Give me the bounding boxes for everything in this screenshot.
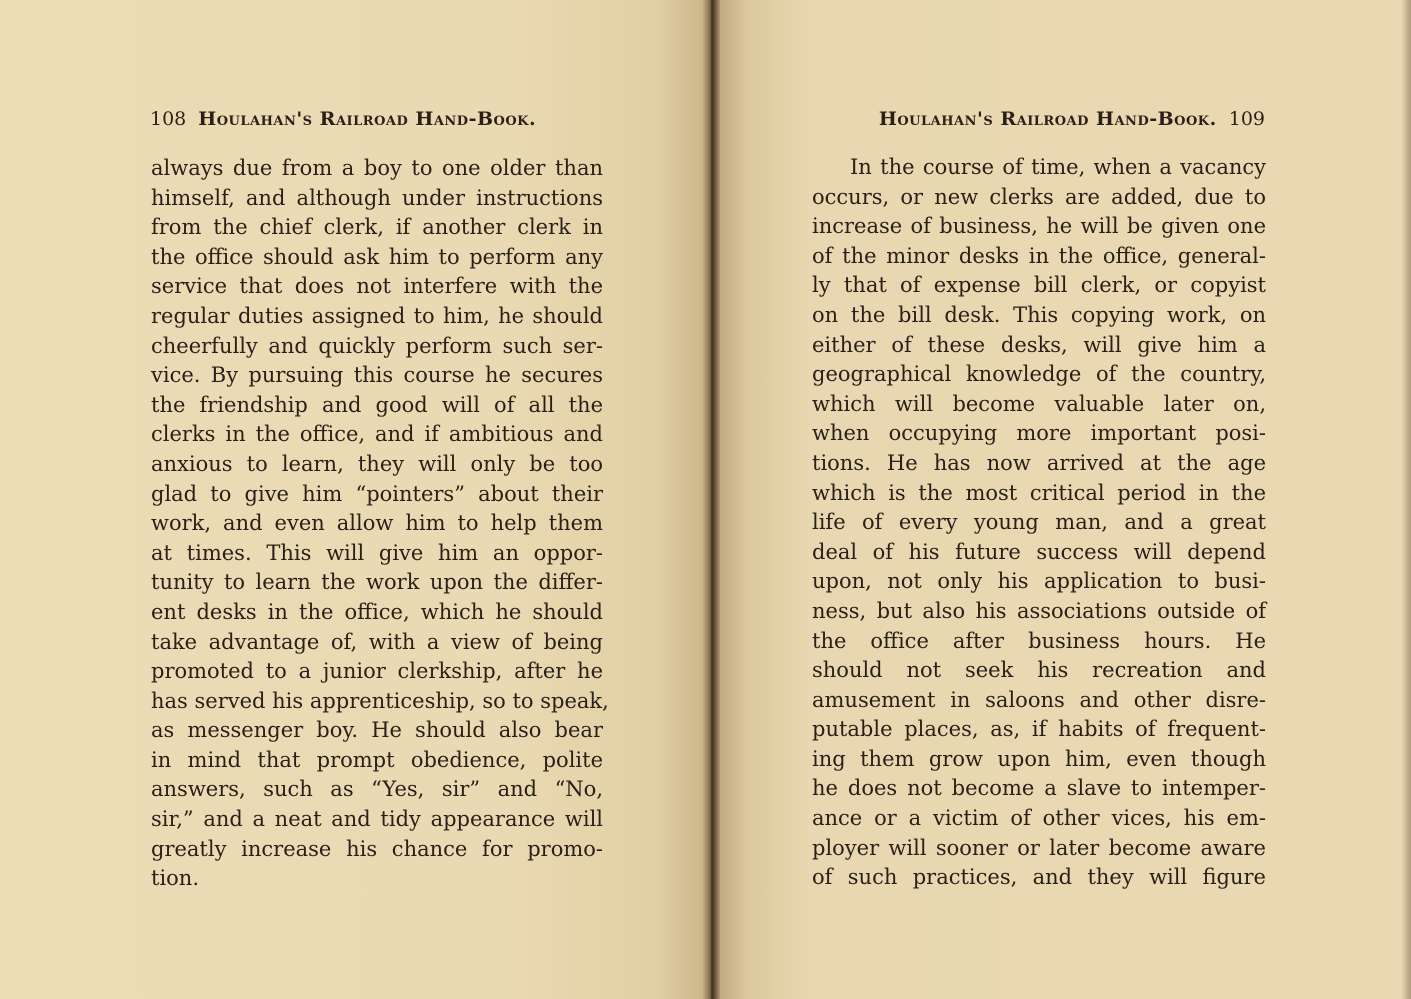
right-running-title: Houlahan's Railroad Hand-Book. <box>878 108 1217 130</box>
text-line: always due from a boy to one older than <box>151 156 603 180</box>
text-line: geographical knowledge of the country, <box>812 362 1266 387</box>
text-line: when occupying more important posi- <box>812 421 1266 446</box>
text-line: putable places, as, if habits of frequent- <box>812 717 1266 742</box>
text-line: vice. By pursuing this course he secures <box>151 363 603 388</box>
text-line: from the chief clerk, if another clerk in <box>151 215 603 240</box>
text-line: sir,” and a neat and tidy appearance will <box>151 807 603 832</box>
text-line: ly that of expense bill clerk, or copyist <box>812 273 1266 298</box>
text-line: upon, not only his application to busi- <box>812 569 1266 594</box>
text-line: of such practices, and they will figure <box>812 865 1266 890</box>
text-line: work, and even allow him to help them <box>151 511 603 536</box>
text-line: which will become valuable later on, <box>812 391 1266 416</box>
right-page-body <box>812 153 1266 893</box>
text-line: life of every young man, and a great <box>812 510 1266 535</box>
text-line: should not seek his recreation and <box>812 658 1266 683</box>
left-page-body <box>151 154 609 894</box>
text-line: clerks in the office, and if ambitious and <box>151 422 603 447</box>
text-line: the office after business hours. He <box>812 628 1266 653</box>
text-line: amusement in saloons and other disre- <box>812 687 1266 712</box>
book-gutter <box>702 0 720 999</box>
text-line: tion. <box>151 866 199 891</box>
text-line: ployer will sooner or later become aware <box>812 835 1266 860</box>
text-line: greatly increase his chance for promo- <box>151 836 603 861</box>
text-line: ance or a victim of other vices, his em- <box>812 806 1266 831</box>
text-line: ing them grow upon him, even though <box>812 746 1266 771</box>
text-line: he does not become a slave to intemper- <box>812 776 1266 801</box>
text-line: of the minor desks in the office, general- <box>812 243 1266 268</box>
text-line: deal of his future success will depend <box>812 539 1266 564</box>
text-line: anxious to learn, they will only be too <box>151 451 603 476</box>
text-line: as messenger boy. He should also bear <box>151 718 603 743</box>
text-line: glad to give him “pointers” about their <box>151 481 603 506</box>
text-line: increase of business, he will be given one <box>812 214 1266 239</box>
text-line: cheerfully and quickly perform such ser- <box>151 333 603 358</box>
left-page-number: 108 <box>150 108 187 130</box>
text-line: occurs, or new clerks are added, due to <box>812 184 1266 209</box>
text-line: tunity to learn the work upon the differ- <box>151 570 603 595</box>
text-line: has served his apprenticeship, so to speak, <box>151 688 609 713</box>
text-line: regular duties assigned to him, he should <box>151 303 603 328</box>
text-line: in mind that prompt obedience, polite <box>151 747 603 772</box>
text-line: take advantage of, with a view of being <box>151 629 603 654</box>
text-line: the office should ask him to perform any <box>151 244 603 269</box>
text-line: tions. He has now arrived at the age <box>812 450 1266 475</box>
text-line: the friendship and good will of all the <box>151 392 603 417</box>
text-line: at times. This will give him an oppor- <box>151 540 603 565</box>
text-line: himself, and although under instructions <box>151 185 603 210</box>
text-line: service that does not interfere with the <box>151 274 603 299</box>
text-line: either of these desks, will give him a <box>812 332 1266 357</box>
text-line: which is the most critical period in the <box>812 480 1266 505</box>
text-line: promoted to a junior clerkship, after he <box>151 659 603 684</box>
text-line: ness, but also his associations outside of <box>812 598 1266 623</box>
right-running-head <box>879 106 1265 132</box>
right-page-number: 109 <box>1228 108 1265 130</box>
right-page <box>712 0 1411 999</box>
left-running-head <box>150 106 536 132</box>
left-running-title: Houlahan's Railroad Hand-Book. <box>198 108 537 130</box>
text-line: on the bill desk. This copying work, on <box>812 302 1266 327</box>
page-edge-shadow <box>1401 0 1411 999</box>
text-line: ent desks in the office, which he should <box>151 599 603 624</box>
text-line: In the course of time, when a vacancy <box>850 155 1266 179</box>
text-line: answers, such as “Yes, sir” and “No, <box>151 777 603 802</box>
